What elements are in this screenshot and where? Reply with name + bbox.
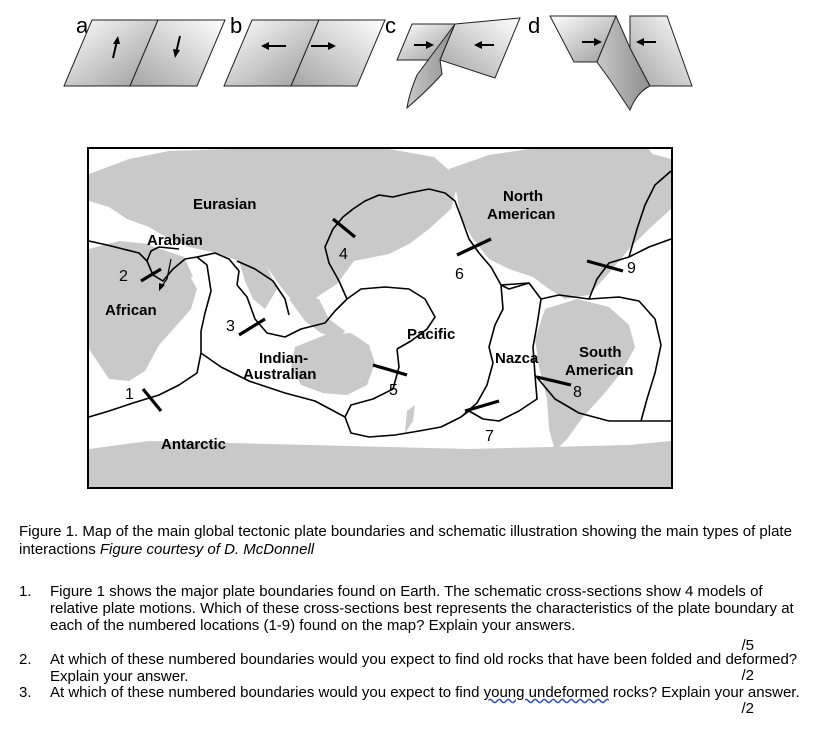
question-score: /2 [741,667,754,684]
question-3 [19,684,804,722]
panel-c-subduction [385,13,520,108]
panel-d-letter: d [528,13,541,38]
location-3-label: 3 [226,318,235,335]
location-9-label: 9 [627,260,636,277]
location-7-marker [465,401,499,411]
plate-label-indian-australian-1: Indian- [259,350,309,367]
plate-label-pacific: Pacific [407,326,456,343]
caption-credit: Figure courtesy of D. McDonnell [99,541,315,558]
plate-label-north-american-1: North [503,188,543,205]
location-1-marker [143,389,161,411]
plate-label-north-american-2: American [487,206,556,223]
question-2 [19,651,804,684]
question-number: 3. [19,684,32,701]
plate-label-antarctic: Antarctic [161,436,227,453]
plate-label-south-american-2: American [565,362,634,379]
question-text [50,684,800,701]
location-6-label: 6 [455,266,464,283]
question-text-part: At which of these numbered boundaries would you expect to find [50,684,484,701]
plate-label-south-american-1: South [579,344,622,361]
location-8-label: 8 [573,384,582,401]
panel-a-divergent [64,13,225,86]
spellcheck-underlined-text: young undeformed [483,684,609,701]
question-number: 1. [19,583,32,600]
plate-motion-schematics [62,0,702,118]
location-7-label: 7 [485,428,494,445]
plate-label-arabian: Arabian [147,232,203,249]
question-1 [19,583,804,654]
question-text: At which of these numbered boundaries would you expect to find old rocks that have been folded and deformed? Explain your answer. [50,651,798,685]
question-number: 2. [19,651,32,668]
plate-label-nazca: Nazca [495,350,539,367]
location-2-label: 2 [119,268,128,285]
panel-a-letter: a [76,13,89,38]
plate-label-eurasian: Eurasian [193,196,257,213]
location-5-marker [373,365,407,375]
question-text-part: rocks? Explain your answer. [608,684,800,701]
panel-c-letter: c [385,13,396,38]
location-4-label: 4 [339,246,348,263]
tectonic-plate-map [87,147,673,489]
question-score: /5 [741,637,754,654]
plate-label-african: African [105,302,157,319]
panel-b-transform [224,13,385,86]
figure-caption [19,523,799,559]
plate-label-indian-australian-2: Australian [243,366,317,383]
location-5-label: 5 [389,382,398,399]
panel-b-letter: b [230,13,243,38]
question-score: /2 [741,700,754,717]
panel-d-collision [528,13,692,110]
caption-text: Figure 1. Map of the main global tectonic plate boundaries and schematic illustration showing the main types of plate interactions [19,523,792,558]
location-1-label: 1 [125,386,134,403]
question-list [19,583,804,722]
question-text: Figure 1 shows the major plate boundaries found on Earth. The schematic cross-sections show 4 models of relative plate motions. Which of these cross-sections best represents the characteristics of the plate boundary at each of the numbered locations (1-9) found on the map? Explain your answers. [50,583,794,634]
